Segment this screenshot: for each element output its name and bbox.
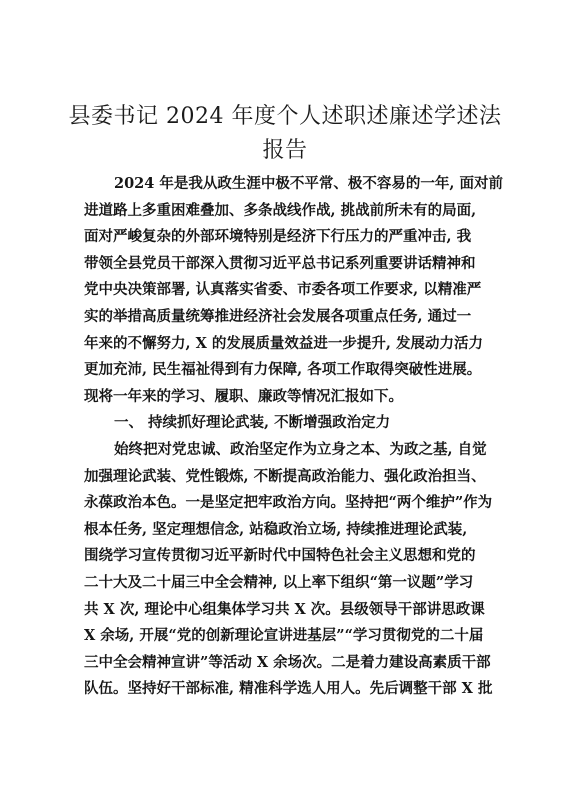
body-line: 面对严峻复杂的外部环境特别是经济下行压力的严重冲击, 我 <box>84 228 472 246</box>
title-line-1: 县委书记 2024 年度个人述职述廉述学述法 <box>68 104 502 129</box>
body-line: 队伍。坚持好干部标准, 精准科学选人用人。先后调整干部 X 批 <box>84 680 493 698</box>
body-line: X 余场, 开展“党的创新理论宣讲进基层”“学习贯彻党的二十届 <box>84 627 484 645</box>
body-line: 党中央决策部署, 认真落实省委、市委各项工作要求, 以精准严 <box>84 281 482 299</box>
body-line: 2024 年是我从政生涯中极不平常、极不容易的一年, 面对前 <box>114 175 503 192</box>
body-line: 实的举措高质量统筹推进经济社会发展各项重点任务, 通过一 <box>84 307 472 325</box>
body-line: 永葆政治本色。一是坚定把牢政治方向。坚持把“两个维护”作为 <box>84 494 493 512</box>
body-line: 现将一年来的学习、履职、廉政等情况汇报如下。 <box>84 387 403 405</box>
body-line: 根本任务, 坚定理想信念, 站稳政治立场, 持续推进理论武装, <box>84 520 468 538</box>
body-line: 始终把对党忠诚、政治坚定作为立身之本、为政之基, 自觉 <box>114 440 487 458</box>
body-line: 共 X 次, 理论中心组集体学习共 X 次。县级领导干部讲思政课 <box>84 600 485 618</box>
document-title <box>0 100 570 168</box>
body-line: 围绕学习宣传贯彻习近平新时代中国特色社会主义思想和党的 <box>84 547 476 565</box>
section-heading: 一、 持续抓好理论武装, 不断增强政治定力 <box>114 414 391 432</box>
body-line: 三中全会精神宣讲”等活动 X 余场次。二是着力建设高素质干部 <box>84 653 491 671</box>
title-line-2: 报告 <box>262 138 308 163</box>
body-line: 年来的不懈努力, X 的发展质量效益进一步提升, 发展动力活力 <box>84 334 483 352</box>
body-line: 加强理论武装、党性锻炼, 不断提高政治能力、强化政治担当、 <box>84 467 486 485</box>
body-line: 更加充沛, 民生福祉得到有力保障, 各项工作取得突破性进展。 <box>84 361 482 379</box>
body-line: 进道路上多重困难叠加、多条战线作战, 挑战前所未有的局面, <box>84 201 477 219</box>
body-line: 带领全县党员干部深入贯彻习近平总书记系列重要讲话精神和 <box>84 254 476 272</box>
document-body <box>84 171 503 703</box>
body-line: 二十大及二十届三中全会精神, 以上率下组织“第一议题”学习 <box>84 573 474 591</box>
